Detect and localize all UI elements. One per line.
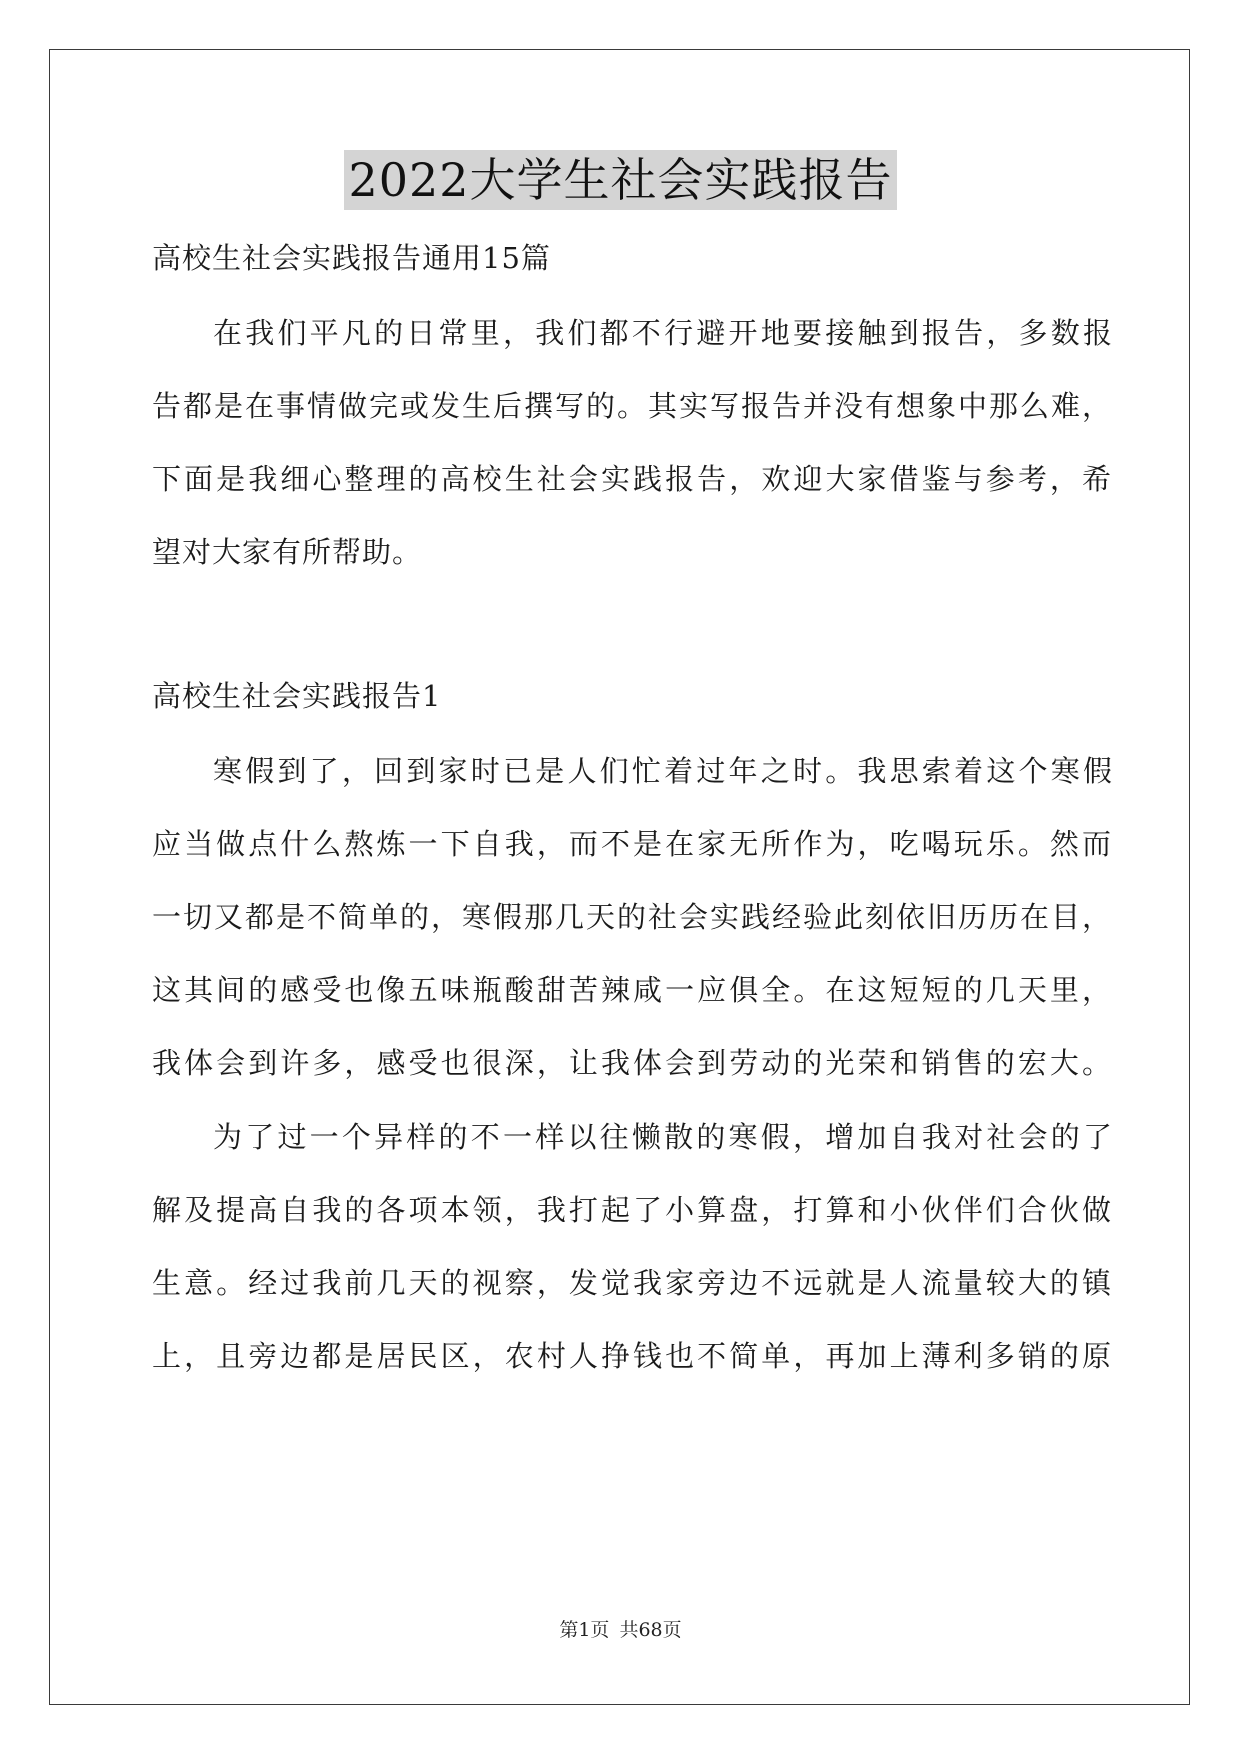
intro-line-3: 下面是我细心整理的高校生社会实践报告，欢迎大家借鉴与参考，希	[152, 462, 1112, 496]
paragraph1-line-1: 寒假到了，回到家时已是人们忙着过年之时。我思索着这个寒假	[213, 754, 1113, 788]
paragraph1-line-5: 我体会到许多，感受也很深，让我体会到劳动的光荣和销售的宏大。	[152, 1046, 1112, 1080]
page-total: 共68页	[619, 1619, 682, 1641]
document-title	[0, 150, 1241, 210]
intro-line-4: 望对大家有所帮助。	[152, 535, 423, 569]
paragraph2-line-4: 上，且旁边都是居民区，农村人挣钱也不简单，再加上薄利多销的原	[152, 1339, 1112, 1373]
paragraph1-line-3: 一切又都是不简单的，寒假那几天的社会实践经验此刻依旧历历在目，	[152, 900, 1112, 934]
paragraph1-line-2: 应当做点什么熬炼一下自我，而不是在家无所作为，吃喝玩乐。然而	[152, 827, 1112, 861]
paragraph2-line-3: 生意。经过我前几天的视察，发觉我家旁边不远就是人流量较大的镇	[152, 1266, 1112, 1300]
page-number: 第1页	[559, 1619, 610, 1641]
paragraph2-line-2: 解及提高自我的各项本领，我打起了小算盘，打算和小伙伴们合伙做	[152, 1193, 1112, 1227]
page-border	[49, 49, 1190, 1705]
section-heading: 高校生社会实践报告1	[152, 679, 442, 713]
document-subtitle: 高校生社会实践报告通用15篇	[152, 241, 551, 275]
page-footer	[0, 1618, 1241, 1642]
document-title-text: 2022大学生社会实践报告	[344, 150, 896, 210]
intro-line-2: 告都是在事情做完或发生后撰写的。其实写报告并没有想象中那么难，	[152, 389, 1112, 423]
paragraph1-line-4: 这其间的感受也像五味瓶酸甜苦辣咸一应俱全。在这短短的几天里，	[152, 973, 1112, 1007]
paragraph2-line-1: 为了过一个异样的不一样以往懒散的寒假，增加自我对社会的了	[213, 1120, 1113, 1154]
intro-line-1: 在我们平凡的日常里，我们都不行避开地要接触到报告，多数报	[213, 316, 1113, 350]
